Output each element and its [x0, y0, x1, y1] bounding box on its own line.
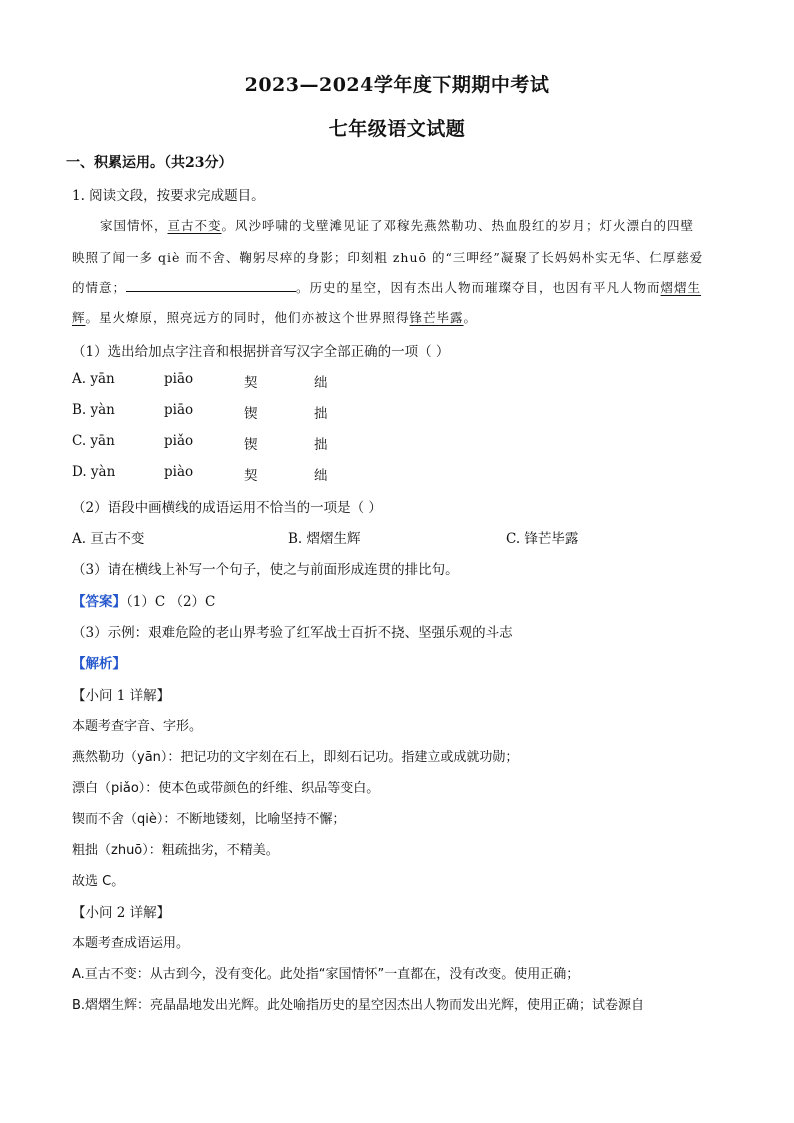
- underlined-idiom-3: 锋芒毕露: [409, 310, 464, 325]
- question-stem: 1. 阅读文段，按要求完成题目。: [72, 188, 265, 204]
- subquestion-1-prompt: （1）选出给加点字注音和根据拼音写汉字全部正确的一项（ ）: [72, 344, 450, 360]
- subquestion-2-option-c: C. 锋芒毕露: [506, 531, 579, 547]
- analysis-text-3: 漂白（piǎo）：使本色或带颜色的纤维、织品等变白。: [72, 781, 380, 796]
- underlined-idiom-1: 亘古不变: [167, 218, 222, 233]
- analysis-text-9: B.熠熠生辉：亮晶晶地发出光辉。此处喻指历史的星空因杰出人物而发出光辉，使用正确；试卷源自: [72, 998, 645, 1013]
- passage-line-2: 映照了闻一多 qiè 而不舍、鞠躬尽瘁的身影；印刻粗 zhuō 的“三呷经”凝聚了长妈妈朴实无华、仁厚慈爱: [72, 250, 704, 265]
- answer-line: 【答案】（1）C （2）C: [72, 594, 216, 610]
- answer-tag: 【答案】: [72, 594, 126, 610]
- answer-line-2: （3）示例：艰难危险的老山界考验了红军战士百折不挠、坚强乐观的斗志: [72, 625, 513, 641]
- fill-in-blank: [126, 279, 296, 292]
- analysis-text-1: 本题考查字音、字形。: [72, 719, 203, 734]
- analysis-text-7: 本题考查成语运用。: [72, 936, 190, 951]
- document-title: 2023—2024学年度下期期中考试: [244, 74, 550, 96]
- subquestion-2-prompt: （2）语段中画横线的成语运用不恰当的一项是（ ）: [72, 500, 382, 516]
- passage-line-3: 的情意； 。历史的星空，因有杰出人物而璀璨夺目，也因有平凡人物而熠熠生: [72, 280, 702, 295]
- passage-line-4: 辉。星火燎原，照亮远方的同时，他们亦被这个世界照得锋芒毕露。: [72, 310, 478, 325]
- subquestion-3-prompt: （3）请在横线上补写一个句子，使之与前面形成连贯的排比句。: [72, 562, 459, 578]
- analysis-text-4: 锲而不舍（qiè）：不断地镂刻，比喻坚持不懈；: [72, 812, 346, 827]
- underlined-idiom-2b: 辉: [72, 310, 86, 325]
- subquestion-2-option-a: A. 亘古不变: [72, 531, 145, 547]
- analysis-text-5: 粗拙（zhuō）：粗疏拙劣，不精美。: [72, 843, 279, 858]
- analysis-text-2: 燕然勒功（yān）：把记功的文字刻在石上，即刻石记功。指建立或成就功勋；: [72, 750, 519, 765]
- analysis-heading-1: 【小问 1 详解】: [72, 688, 171, 704]
- analysis-tag: 【解析】: [72, 656, 126, 672]
- analysis-heading-2: 【小问 2 详解】: [72, 905, 171, 921]
- passage-line-1: 家国情怀，亘古不变。风沙呼啸的戈壁滩见证了邓稼先燕然勒功、热血殷红的岁月；灯火漂白的四壁: [100, 218, 695, 233]
- analysis-text-6: 故选 C。: [72, 874, 125, 889]
- underlined-idiom-2a: 熠熠生: [660, 280, 702, 295]
- subquestion-2-option-b: B. 熠熠生辉: [288, 531, 361, 547]
- document-subtitle: 七年级语文试题: [328, 118, 466, 140]
- section-heading: 一、积累运用。（共23分）: [66, 155, 233, 171]
- analysis-text-8: A.亘古不变：从古到今，没有变化。此处指“家国情怀”一直都在，没有改变。使用正确；: [72, 967, 580, 982]
